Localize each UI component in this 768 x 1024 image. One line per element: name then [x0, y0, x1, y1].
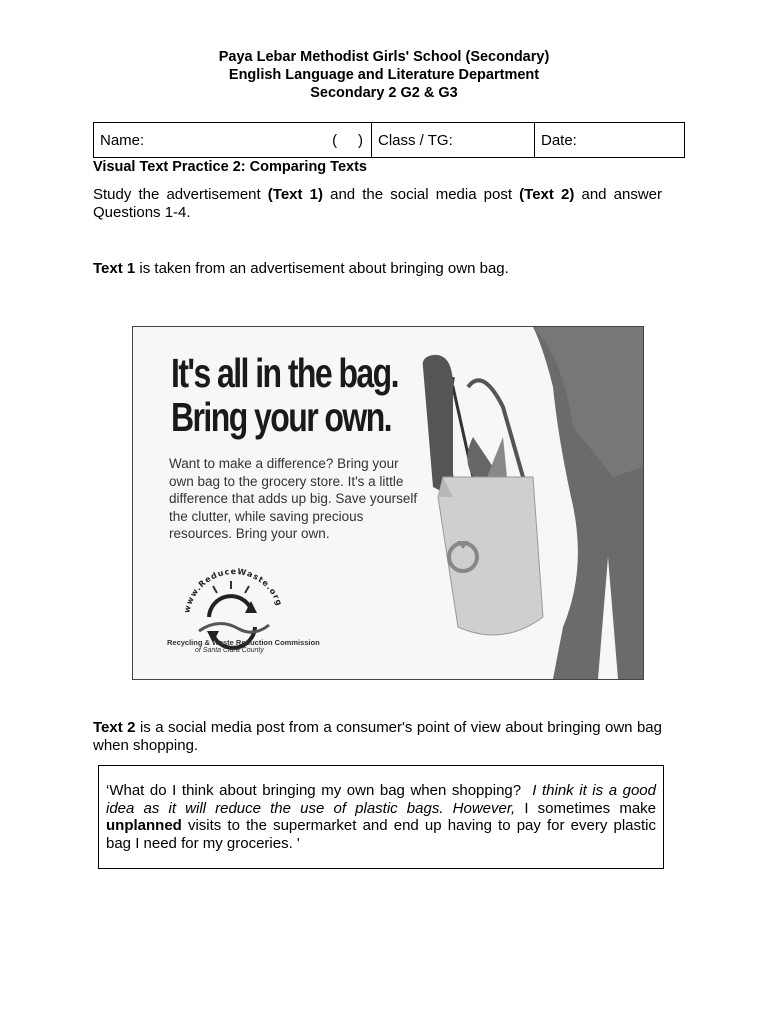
ad-organization-name: Recycling & Waste Reduction Commission [167, 638, 320, 647]
shopping-bag-illustration-icon [413, 327, 643, 679]
text1-reference: (Text 1) [267, 186, 323, 203]
class-label: Class / TG: [378, 131, 453, 149]
date-field[interactable] [535, 123, 685, 158]
document-header [0, 48, 768, 102]
worksheet-title: Visual Text Practice 2: Comparing Texts [93, 159, 367, 175]
text2-label: Text 2 [93, 719, 136, 736]
ad-county-name: of Santa Clara County [195, 647, 264, 654]
ad-headline: It's all in the bag. Bring your own. [171, 350, 398, 440]
class-level: Secondary 2 G2 & G3 [310, 85, 458, 101]
post-bold-word: unplanned [106, 817, 182, 834]
name-label: Name: [100, 131, 145, 149]
svg-text:www.ReduceWaste.org: www.ReduceWaste.org [182, 566, 285, 614]
department-name: English Language and Literature Department [228, 67, 540, 83]
register-number-paren: ( ) [332, 132, 363, 149]
date-label: Date: [541, 131, 577, 149]
ad-body-text: Want to make a difference? Bring your own bag to the grocery store. It's a little difference that adds up big. Save yourself the clutter, while saving precious resources. Bring your own. [169, 456, 418, 541]
student-info-table [93, 122, 685, 158]
social-media-post-box: ‘What do I think about bringing my own bag when shopping? I think it is a good idea as it will reduce the use of plastic bags. However, I sometimes make unplanned visits to the supermarket and end up having to pay for every plastic bag I need for my groceries. ' [98, 765, 664, 869]
post-italic-opinion: I think it is a good idea as it will reduce the use of plastic bags. However, [106, 782, 656, 817]
name-field[interactable] [94, 123, 372, 158]
advertisement-image [132, 326, 644, 680]
class-field[interactable] [372, 123, 535, 158]
text2-intro: Text 2 is a social media post from a consumer's point of view about bringing own bag when shopping. [93, 719, 662, 754]
text1-intro: Text 1 is taken from an advertisement about bringing own bag. [93, 260, 509, 277]
text2-reference: (Text 2) [519, 186, 575, 203]
instructions-paragraph: Study the advertisement (Text 1) and the social media post (Text 2) and answer Questions 1-4. [93, 186, 662, 221]
text1-label: Text 1 [93, 260, 136, 277]
school-name: Paya Lebar Methodist Girls' School (Secondary) [218, 49, 550, 65]
reduce-waste-logo-icon [169, 559, 299, 674]
